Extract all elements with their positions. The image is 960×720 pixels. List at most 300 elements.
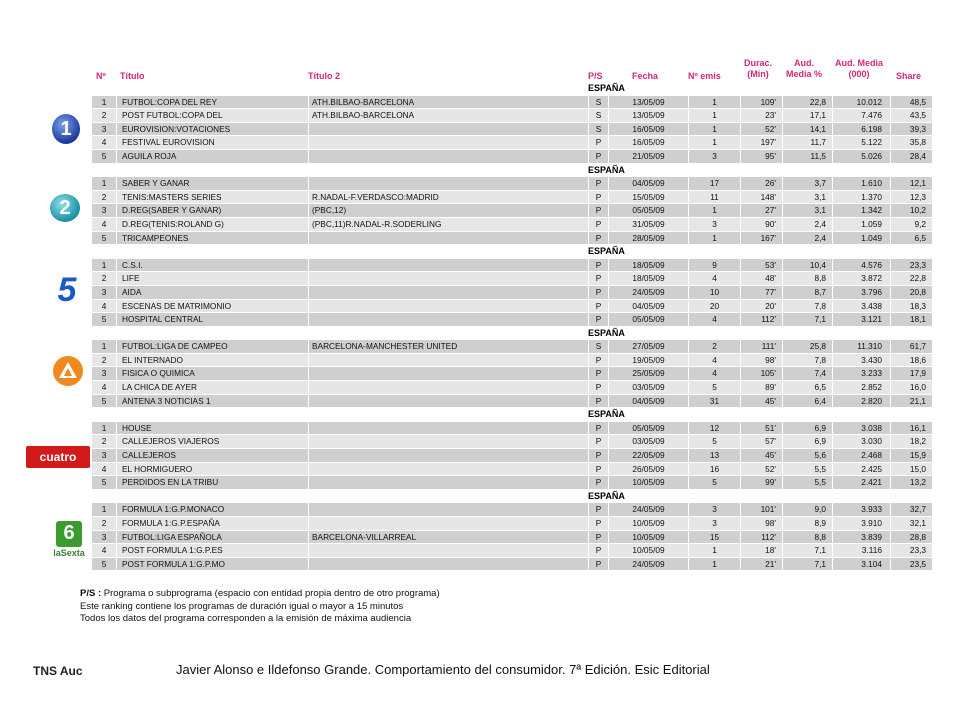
lasexta-logo (50, 518, 88, 560)
header-aud (782, 58, 826, 80)
table-row (92, 558, 932, 572)
cell-share: 23,3 (890, 259, 932, 272)
table-notes (80, 588, 440, 626)
cell-durac: 57' (740, 435, 782, 448)
cell-durac: 95' (740, 150, 782, 163)
cell-share: 15,0 (890, 463, 932, 476)
cell-emis: 1 (688, 544, 740, 557)
cell-ps: P (588, 544, 608, 557)
cell-ps: P (588, 232, 608, 245)
cell-audm: 1.049 (832, 232, 890, 245)
cell-titulo2 (308, 395, 588, 408)
cell-emis: 3 (688, 218, 740, 231)
cell-aud: 2,4 (782, 218, 832, 231)
cell-titulo: ESCENAS DE MATRIMONIO (116, 300, 308, 313)
cell-audm: 10.012 (832, 96, 890, 109)
cell-aud: 3,1 (782, 191, 832, 204)
cell-audm: 2.421 (832, 476, 890, 489)
cell-fecha: 15/05/09 (608, 191, 688, 204)
cell-n: 3 (101, 368, 107, 379)
cell-titulo: C.S.I. (116, 259, 308, 272)
cell-aud: 5,5 (782, 476, 832, 489)
cell-audm: 11.310 (832, 340, 890, 353)
cell-titulo2 (308, 463, 588, 476)
cell-durac: 45' (740, 395, 782, 408)
table-row (92, 503, 932, 517)
cell-emis: 17 (688, 177, 740, 190)
cell-audm: 3.910 (832, 517, 890, 530)
cell-durac: 148' (740, 191, 782, 204)
header-audm-line1: Aud. Media (834, 58, 883, 68)
cell-emis: 16 (688, 463, 740, 476)
cell-ps: P (588, 422, 608, 435)
cell-titulo2 (308, 136, 588, 149)
cell-durac: 26' (740, 177, 782, 190)
table-row (92, 531, 932, 545)
cell-share: 6,5 (890, 232, 932, 245)
cell-titulo: POST FORMULA 1:G.P.MO (116, 558, 308, 571)
cell-n: 1 (101, 178, 107, 189)
cell-emis: 11 (688, 191, 740, 204)
table-row (92, 109, 932, 123)
table-row (92, 476, 932, 490)
cell-n: 4 (101, 300, 107, 311)
cell-titulo: EUROVISION:VOTACIONES (116, 123, 308, 136)
cell-aud: 7,4 (782, 367, 832, 380)
cell-aud: 8,8 (782, 531, 832, 544)
lasexta-logo-number: 6 (56, 521, 82, 547)
cell-audm: 2.820 (832, 395, 890, 408)
cell-emis: 12 (688, 422, 740, 435)
cell-fecha: 10/05/09 (608, 531, 688, 544)
cell-durac: 27' (740, 204, 782, 217)
cell-emis: 5 (688, 476, 740, 489)
cell-titulo: AGUILA ROJA (116, 150, 308, 163)
cell-durac: 23' (740, 109, 782, 122)
cell-audm: 3.796 (832, 286, 890, 299)
header-titulo2: Título 2 (308, 71, 340, 81)
cell-share: 48,5 (890, 96, 932, 109)
cell-titulo2: (PBC,11)R.NADAL-R.SODERLING (308, 218, 588, 231)
cell-ps: P (588, 476, 608, 489)
cell-titulo: FUTBOL:LIGA ESPAÑOLA (116, 531, 308, 544)
table-row (92, 218, 932, 232)
cell-share: 18,1 (890, 313, 932, 326)
cell-ps: P (588, 150, 608, 163)
la2-logo-text: 2 (59, 196, 71, 219)
cell-fecha: 31/05/09 (608, 218, 688, 231)
cell-audm: 3.116 (832, 544, 890, 557)
section-label (92, 164, 932, 178)
cell-ps: P (588, 558, 608, 571)
cell-ps: S (588, 123, 608, 136)
cell-share: 32,1 (890, 517, 932, 530)
cell-durac: 167' (740, 232, 782, 245)
cell-emis: 1 (688, 96, 740, 109)
cell-audm: 3.430 (832, 354, 890, 367)
cell-titulo: PERDIDOS EN LA TRIBU (116, 476, 308, 489)
cell-audm: 3.104 (832, 558, 890, 571)
cell-aud: 6,9 (782, 422, 832, 435)
section-label-text: ESPAÑA (588, 409, 625, 420)
cell-fecha: 24/05/09 (608, 286, 688, 299)
header-ps: P/S (588, 71, 603, 81)
table-row (92, 435, 932, 449)
cell-fecha: 22/05/09 (608, 449, 688, 462)
cell-durac: 105' (740, 367, 782, 380)
cell-ps: P (588, 354, 608, 367)
cell-titulo: HOSPITAL CENTRAL (116, 313, 308, 326)
cell-share: 18,2 (890, 435, 932, 448)
table-row (92, 191, 932, 205)
antena3-triangle-icon (53, 356, 83, 386)
cell-fecha: 18/05/09 (608, 272, 688, 285)
cell-ps: P (588, 218, 608, 231)
cell-n: 3 (101, 531, 107, 542)
table-row (92, 177, 932, 191)
cell-fecha: 19/05/09 (608, 354, 688, 367)
cell-fecha: 03/05/09 (608, 381, 688, 394)
cell-titulo2 (308, 367, 588, 380)
header-durac (738, 58, 778, 80)
cell-aud: 7,1 (782, 313, 832, 326)
table-row (92, 286, 932, 300)
header-durac-line1: Durac. (743, 58, 772, 68)
cell-emis: 1 (688, 136, 740, 149)
cell-durac: 101' (740, 503, 782, 516)
table-row (92, 96, 932, 110)
cell-titulo2 (308, 286, 588, 299)
cell-audm: 3.839 (832, 531, 890, 544)
cell-audm: 1.610 (832, 177, 890, 190)
cell-fecha: 26/05/09 (608, 463, 688, 476)
cell-titulo2 (308, 232, 588, 245)
cell-emis: 2 (688, 340, 740, 353)
cell-titulo: FUTBOL:COPA DEL REY (116, 96, 308, 109)
cell-aud: 6,5 (782, 381, 832, 394)
cell-emis: 1 (688, 204, 740, 217)
cell-share: 10,2 (890, 204, 932, 217)
cell-ps: S (588, 109, 608, 122)
cell-ps: P (588, 136, 608, 149)
cell-titulo2 (308, 313, 588, 326)
cell-ps: P (588, 395, 608, 408)
cell-share: 17,9 (890, 367, 932, 380)
cell-fecha: 04/05/09 (608, 300, 688, 313)
cell-n: 4 (101, 545, 107, 556)
cell-audm: 5.122 (832, 136, 890, 149)
cell-titulo2: ATH.BILBAO-BARCELONA (308, 109, 588, 122)
header-share: Share (896, 71, 922, 81)
cell-fecha: 28/05/09 (608, 232, 688, 245)
cell-ps: P (588, 463, 608, 476)
cell-ps: P (588, 449, 608, 462)
cell-n: 3 (101, 450, 107, 461)
cell-n: 5 (101, 314, 107, 325)
cell-aud: 22,8 (782, 96, 832, 109)
cell-durac: 112' (740, 313, 782, 326)
cell-fecha: 03/05/09 (608, 435, 688, 448)
cell-durac: 18' (740, 544, 782, 557)
cell-titulo: FISICA O QUIMICA (116, 367, 308, 380)
cell-audm: 4.576 (832, 259, 890, 272)
cell-titulo2: ATH.BILBAO-BARCELONA (308, 96, 588, 109)
cell-titulo: LIFE (116, 272, 308, 285)
cell-emis: 5 (688, 381, 740, 394)
cuatro-logo (26, 446, 90, 468)
cell-share: 12,1 (890, 177, 932, 190)
cell-n: 1 (101, 96, 107, 107)
cell-share: 23,5 (890, 558, 932, 571)
cell-audm: 3.933 (832, 503, 890, 516)
cell-emis: 3 (688, 517, 740, 530)
header-audm-line2: (000) (848, 69, 870, 79)
table-row (92, 272, 932, 286)
note-line-2: Este ranking contiene los programas de duración igual o mayor a 15 minutos (80, 600, 404, 612)
cell-fecha: 21/05/09 (608, 150, 688, 163)
cell-fecha: 25/05/09 (608, 367, 688, 380)
cell-aud: 7,8 (782, 300, 832, 313)
cell-aud: 7,1 (782, 544, 832, 557)
cell-n: 2 (101, 354, 107, 365)
cell-fecha: 18/05/09 (608, 259, 688, 272)
section-label (92, 245, 932, 259)
cell-durac: 89' (740, 381, 782, 394)
cell-fecha: 10/05/09 (608, 544, 688, 557)
cell-n: 2 (101, 436, 107, 447)
cell-durac: 98' (740, 354, 782, 367)
cell-titulo: FORMULA 1:G.P.ESPAÑA (116, 517, 308, 530)
cell-aud: 8,8 (782, 272, 832, 285)
note-ps-label: P/S : (80, 588, 102, 599)
header-fecha: Fecha (632, 71, 659, 81)
cell-n: 2 (101, 518, 107, 528)
cell-share: 39,3 (890, 123, 932, 136)
header-durac-line2: (Min) (747, 69, 769, 79)
cell-titulo2 (308, 381, 588, 394)
section-label-text: ESPAÑA (588, 83, 625, 93)
telecinco-logo (52, 272, 82, 308)
cell-ps: P (588, 503, 608, 516)
cell-emis: 5 (688, 435, 740, 448)
cell-emis: 1 (688, 558, 740, 571)
cell-aud: 5,6 (782, 449, 832, 462)
cell-audm: 2.852 (832, 381, 890, 394)
cell-titulo: POST FORMULA 1:G.P.ES (116, 544, 308, 557)
header-emis: Nº emis (688, 71, 721, 81)
section-label (92, 408, 932, 422)
cell-titulo: FESTIVAL EUROVISION (116, 136, 308, 149)
cell-emis: 4 (688, 272, 740, 285)
cell-titulo: EL INTERNADO (116, 354, 308, 367)
cell-aud: 7,8 (782, 354, 832, 367)
cell-titulo: CALLEJEROS (116, 449, 308, 462)
cell-ps: P (588, 191, 608, 204)
cell-fecha: 04/05/09 (608, 395, 688, 408)
note-line-1 (80, 588, 440, 601)
cell-aud: 6,9 (782, 435, 832, 448)
cell-fecha: 04/05/09 (608, 177, 688, 190)
cell-ps: S (588, 340, 608, 353)
cell-ps: P (588, 300, 608, 313)
cell-titulo2 (308, 422, 588, 435)
cell-durac: 52' (740, 463, 782, 476)
cell-titulo2 (308, 544, 588, 557)
cell-fecha: 16/05/09 (608, 136, 688, 149)
table-row (92, 517, 932, 531)
cell-n: 5 (101, 558, 107, 569)
cell-share: 43,5 (890, 109, 932, 122)
cell-durac: 112' (740, 531, 782, 544)
cell-ps: P (588, 367, 608, 380)
cell-emis: 15 (688, 531, 740, 544)
cell-aud: 11,5 (782, 150, 832, 163)
cell-emis: 4 (688, 367, 740, 380)
cell-ps: P (588, 259, 608, 272)
cell-n: 4 (101, 218, 107, 229)
section-label-text: ESPAÑA (588, 490, 625, 501)
note-line-3: Todos los datos del programa corresponden a la emisión de máxima audiencia (80, 613, 412, 624)
cell-durac: 98' (740, 517, 782, 530)
table-row (92, 544, 932, 558)
cell-audm: 3.872 (832, 272, 890, 285)
cell-aud: 6,4 (782, 395, 832, 408)
section-label (92, 82, 932, 96)
cell-aud: 8,7 (782, 286, 832, 299)
header-aud-line1: Aud. (794, 58, 814, 68)
cell-share: 23,3 (890, 544, 932, 557)
cell-share: 12,3 (890, 191, 932, 204)
table-row (92, 422, 932, 436)
cell-audm: 6.198 (832, 123, 890, 136)
cell-titulo: CALLEJEROS VIAJEROS (116, 435, 308, 448)
cell-fecha: 16/05/09 (608, 123, 688, 136)
cell-titulo: D.REG(SABER Y GANAR) (116, 204, 308, 217)
cell-titulo: AIDA (116, 286, 308, 299)
table-row (92, 313, 932, 327)
cell-audm: 7.476 (832, 109, 890, 122)
cell-titulo2 (308, 435, 588, 448)
cell-titulo2 (308, 272, 588, 285)
cell-durac: 20' (740, 300, 782, 313)
table-row (92, 300, 932, 314)
la1-logo-text: 1 (60, 117, 72, 140)
cell-titulo2 (308, 517, 588, 530)
cell-titulo: FORMULA 1:G.P.MONACO (116, 503, 308, 516)
cell-share: 61,7 (890, 340, 932, 353)
cell-audm: 2.468 (832, 449, 890, 462)
cell-aud: 14,1 (782, 123, 832, 136)
header-audm (830, 58, 888, 80)
cell-n: 1 (101, 422, 107, 433)
tns-brand: TNS Auc (33, 664, 83, 678)
cell-titulo: ANTENA 3 NOTICIAS 1 (116, 395, 308, 408)
cell-fecha: 24/05/09 (608, 558, 688, 571)
cell-fecha: 10/05/09 (608, 517, 688, 530)
cell-titulo2: BARCELONA-MANCHESTER UNITED (308, 340, 588, 353)
antena3-logo (53, 356, 83, 386)
cell-fecha: 05/05/09 (608, 422, 688, 435)
cell-titulo: EL HORMIGUERO (116, 463, 308, 476)
cell-ps: P (588, 381, 608, 394)
cell-titulo: TENIS:MASTERS SERIES (116, 191, 308, 204)
lasexta-logo-text: laSexta (53, 547, 85, 558)
telecinco-logo-text: 5 (57, 270, 77, 309)
cell-ps: P (588, 313, 608, 326)
la1-logo (52, 114, 80, 144)
cell-fecha: 27/05/09 (608, 340, 688, 353)
cell-n: 4 (101, 137, 107, 148)
cell-emis: 4 (688, 354, 740, 367)
cell-aud: 7,1 (782, 558, 832, 571)
cell-aud: 8,9 (782, 517, 832, 530)
header-n: Nº (96, 71, 106, 81)
cell-durac: 45' (740, 449, 782, 462)
cell-emis: 9 (688, 259, 740, 272)
cell-n: 2 (101, 273, 107, 284)
cell-audm: 1.342 (832, 204, 890, 217)
cell-titulo: TRICAMPEONES (116, 232, 308, 245)
cell-share: 35,8 (890, 136, 932, 149)
cell-share: 13,2 (890, 476, 932, 489)
cell-durac: 52' (740, 123, 782, 136)
cell-audm: 2.425 (832, 463, 890, 476)
cell-titulo2 (308, 558, 588, 571)
cell-aud: 25,8 (782, 340, 832, 353)
table-row (92, 367, 932, 381)
cell-n: 5 (101, 395, 107, 406)
table-row (92, 123, 932, 137)
cell-emis: 31 (688, 395, 740, 408)
cell-ps: P (588, 517, 608, 530)
cell-n: 3 (101, 205, 107, 216)
cell-ps: S (588, 96, 608, 109)
cell-ps: P (588, 177, 608, 190)
cell-audm: 3.038 (832, 422, 890, 435)
section-label (92, 327, 932, 341)
cell-audm: 3.438 (832, 300, 890, 313)
cell-ps: P (588, 286, 608, 299)
cell-n: 5 (101, 232, 107, 243)
cell-share: 9,2 (890, 218, 932, 231)
cell-aud: 5,5 (782, 463, 832, 476)
cell-emis: 1 (688, 123, 740, 136)
cell-emis: 1 (688, 232, 740, 245)
cell-share: 18,6 (890, 354, 932, 367)
section-label-text: ESPAÑA (588, 246, 625, 257)
header-titulo: Título (120, 71, 145, 81)
cuatro-logo-text: cuatro (39, 450, 77, 464)
cell-share: 22,8 (890, 272, 932, 285)
cell-audm: 1.370 (832, 191, 890, 204)
cell-emis: 4 (688, 313, 740, 326)
cell-share: 16,1 (890, 422, 932, 435)
cell-aud: 9,0 (782, 503, 832, 516)
cell-titulo2 (308, 177, 588, 190)
cell-titulo: SABER Y GANAR (116, 177, 308, 190)
cell-fecha: 13/05/09 (608, 96, 688, 109)
cell-titulo: HOUSE (116, 422, 308, 435)
cell-titulo2 (308, 476, 588, 489)
cell-share: 21,1 (890, 395, 932, 408)
cell-titulo2 (308, 503, 588, 516)
cell-titulo2: R.NADAL-F.VERDASCO:MADRID (308, 191, 588, 204)
cell-durac: 53' (740, 259, 782, 272)
cell-ps: P (588, 272, 608, 285)
cell-titulo2 (308, 354, 588, 367)
table-row (92, 354, 932, 368)
table-row (92, 259, 932, 273)
